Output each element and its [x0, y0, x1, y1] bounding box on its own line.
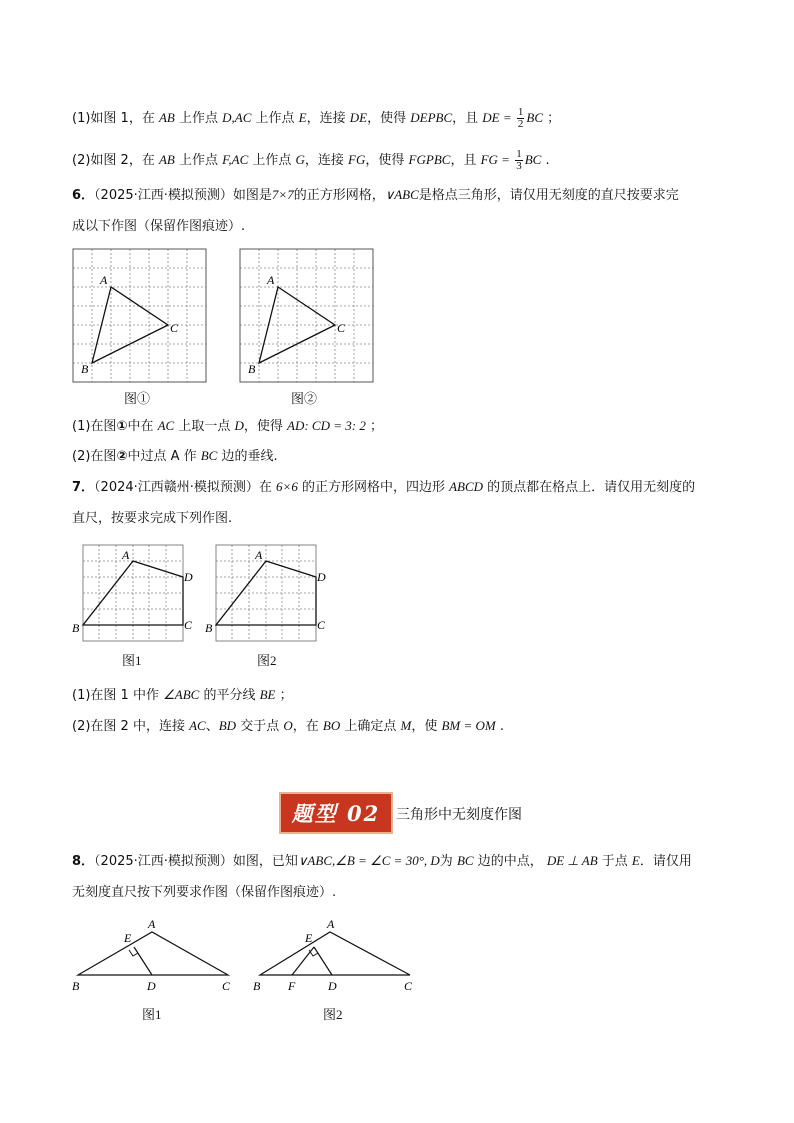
- math: BM = OM: [441, 718, 496, 733]
- text: ，使得: [367, 111, 411, 126]
- math: BC: [435, 110, 453, 125]
- vertex-label-e: E: [305, 931, 313, 945]
- text: 上作点: [251, 111, 299, 126]
- vertex-label-c: C: [317, 618, 326, 632]
- math: AB: [158, 152, 175, 167]
- vertex-label-a: A: [122, 548, 130, 562]
- q8-caption-1: 图1: [142, 1007, 162, 1022]
- vertex-label-d: D: [147, 979, 156, 993]
- vertex-label-c: C: [337, 321, 346, 335]
- math: FG: [348, 152, 366, 167]
- text: 边的中点，: [473, 854, 547, 869]
- vertex-label-f: F: [288, 979, 296, 993]
- math: G: [295, 152, 305, 167]
- text: 如图，已知: [232, 854, 298, 869]
- math: DE: [410, 110, 428, 125]
- math: BC: [200, 448, 218, 463]
- fraction: [515, 149, 523, 172]
- section-banner: [279, 792, 393, 834]
- q7-stem-line1: [72, 478, 695, 497]
- math: AC: [231, 152, 249, 167]
- text: .: [495, 719, 504, 734]
- math: P: [425, 152, 434, 167]
- text: ，在: [292, 719, 323, 734]
- q7-figure-2: [203, 540, 333, 650]
- text: ，连接: [304, 153, 349, 168]
- text: 于点: [597, 854, 632, 869]
- text: 的顶点都在格点上．请仅用无刻度的: [483, 480, 696, 495]
- vertex-label-e: E: [124, 931, 132, 945]
- fraction: [517, 107, 525, 130]
- q7-figure-1: [70, 540, 200, 650]
- math: E: [298, 110, 307, 125]
- vertex-label-b: B: [253, 979, 261, 993]
- text: 中过点 A 作: [127, 449, 201, 464]
- text: 上作点: [174, 153, 223, 168]
- q7-part2: [72, 717, 504, 736]
- text: 上作点: [174, 111, 223, 126]
- text: 上取一点: [174, 419, 235, 434]
- math: 7×7: [271, 187, 294, 202]
- q7-stem-line2: [72, 510, 232, 528]
- q6-caption-1: 图①: [124, 391, 151, 406]
- numerator: 1: [516, 148, 522, 160]
- text: 上作点: [248, 153, 296, 168]
- text: ．请仅用: [639, 854, 692, 869]
- math: ,: [228, 152, 232, 167]
- text: ，使得: [243, 419, 287, 434]
- q6-caption-2: 图②: [291, 391, 318, 406]
- q6-stem-line1: [72, 186, 679, 205]
- text: ；: [543, 111, 561, 126]
- math: BD: [218, 718, 237, 733]
- text: 边的垂线.: [217, 449, 278, 464]
- text: 如图是: [232, 188, 272, 203]
- vertex-label-a: A: [100, 273, 108, 287]
- text: 直尺，按要求完成下列作图.: [72, 511, 233, 526]
- vertex-label-a: A: [255, 548, 263, 562]
- vertex-label-d: D: [184, 570, 193, 584]
- q7-caption-1: 图1: [122, 653, 142, 668]
- math: AC: [189, 718, 206, 733]
- text: ，且: [452, 111, 483, 126]
- math: ABCD: [449, 479, 484, 494]
- q6-figure-2: [237, 246, 377, 386]
- q6-part2: [72, 447, 278, 466]
- circled-number: ②: [116, 449, 128, 464]
- q8-figure-2: [248, 914, 428, 1000]
- q7-caption-2: 图2: [257, 653, 277, 668]
- q6-figure-1: [70, 246, 210, 386]
- math: D: [234, 418, 244, 433]
- question-source: （2025·江西·模拟预测）: [94, 188, 233, 203]
- text: 在: [258, 480, 277, 495]
- math: BC: [433, 152, 451, 167]
- question-number: 8．: [72, 854, 95, 869]
- math: ∨ABC: [384, 187, 419, 202]
- math: BC: [524, 152, 542, 167]
- math: AD: CD = 3: 2: [287, 418, 366, 433]
- text: 成以下作图（保留作图痕迹）.: [72, 219, 246, 234]
- vertex-label-c: C: [170, 321, 179, 335]
- math: AC: [234, 110, 252, 125]
- text: 为: [439, 854, 457, 869]
- q8-stem-line2: [72, 884, 336, 902]
- question-number: 6．: [72, 188, 95, 203]
- q8-stem-line1: [72, 852, 692, 871]
- math: AC: [157, 418, 175, 433]
- math: F: [222, 152, 229, 167]
- text: 交于点: [236, 719, 284, 734]
- text: ，且: [450, 153, 481, 168]
- vertex-label-a: A: [148, 917, 156, 931]
- text: 、: [205, 719, 219, 734]
- math: ∨ABC,∠B = ∠C = 30°, D: [297, 853, 440, 868]
- denominator: 3: [516, 160, 522, 172]
- vertex-label-c: C: [222, 979, 231, 993]
- q8-figure-1: [66, 914, 246, 1000]
- math: M: [400, 718, 412, 733]
- math: DE: [349, 110, 368, 125]
- text: ，使: [411, 719, 442, 734]
- circled-number: ①: [116, 419, 128, 434]
- q5-part1: [72, 107, 560, 130]
- math: BC: [526, 110, 544, 125]
- q7-part1: [72, 686, 293, 705]
- math: FG: [408, 152, 426, 167]
- math: ∠ABC: [163, 687, 200, 702]
- q6-stem-line2: [72, 218, 245, 236]
- question-source: （2025·江西·模拟预测）: [94, 854, 233, 869]
- vertex-label-a: A: [327, 917, 335, 931]
- vertex-label-d: D: [317, 570, 326, 584]
- math: E: [631, 853, 640, 868]
- question-number: 7．: [72, 480, 95, 495]
- math: P: [427, 110, 436, 125]
- section-banner-label: 题型 02: [291, 801, 381, 826]
- text: (1)在图 1 中作: [72, 688, 164, 703]
- text: ，使得: [365, 153, 409, 168]
- math: BO: [322, 718, 341, 733]
- q5-part2: [72, 149, 550, 172]
- text: ；: [365, 419, 383, 434]
- text: 无刻度直尺按下列要求作图（保留作图痕迹）.: [72, 885, 337, 900]
- text: 的平分线: [199, 688, 260, 703]
- vertex-label-b: B: [72, 621, 80, 635]
- vertex-label-b: B: [205, 621, 213, 635]
- denominator: 2: [517, 118, 524, 130]
- vertex-label-c: C: [184, 618, 193, 632]
- math: BC: [456, 853, 474, 868]
- q6-part1: [72, 417, 383, 436]
- text: (2)在图: [72, 449, 117, 464]
- text: (1)如图 1，在: [72, 111, 159, 126]
- math: BE: [259, 687, 276, 702]
- numerator: 1: [517, 106, 524, 118]
- text: ；: [275, 688, 293, 703]
- text: .: [541, 153, 550, 168]
- math: DE ⊥ AB: [546, 853, 598, 868]
- vertex-label-b: B: [81, 362, 89, 376]
- math: O: [283, 718, 293, 733]
- text: (1)在图: [72, 419, 117, 434]
- vertex-label-b: B: [248, 362, 256, 376]
- vertex-label-d: D: [328, 979, 337, 993]
- text: (2)在图 2 中，连接: [72, 719, 190, 734]
- text: 的正方形网格，: [293, 188, 385, 203]
- text: 上确定点: [340, 719, 401, 734]
- text: 是格点三角形，请仅用无刻度的直尺按要求完: [418, 188, 679, 203]
- math: FG =: [480, 152, 514, 167]
- vertex-label-c: C: [404, 979, 413, 993]
- section-title: 三角形中无刻度作图: [396, 807, 522, 823]
- question-source: （2024·江西赣州·模拟预测）: [94, 480, 259, 495]
- math: ,: [231, 110, 235, 125]
- vertex-label-b: B: [72, 979, 80, 993]
- q8-caption-2: 图2: [323, 1007, 343, 1022]
- math: AB: [158, 110, 175, 125]
- math: D: [222, 110, 232, 125]
- text: (2)如图 2，在: [72, 153, 159, 168]
- text: ，连接: [306, 111, 350, 126]
- vertex-label-a: A: [267, 273, 275, 287]
- math: DE =: [482, 110, 515, 125]
- math: 6×6: [276, 479, 298, 494]
- text: 中在: [127, 419, 158, 434]
- text: 的正方形网格中，四边形: [297, 480, 450, 495]
